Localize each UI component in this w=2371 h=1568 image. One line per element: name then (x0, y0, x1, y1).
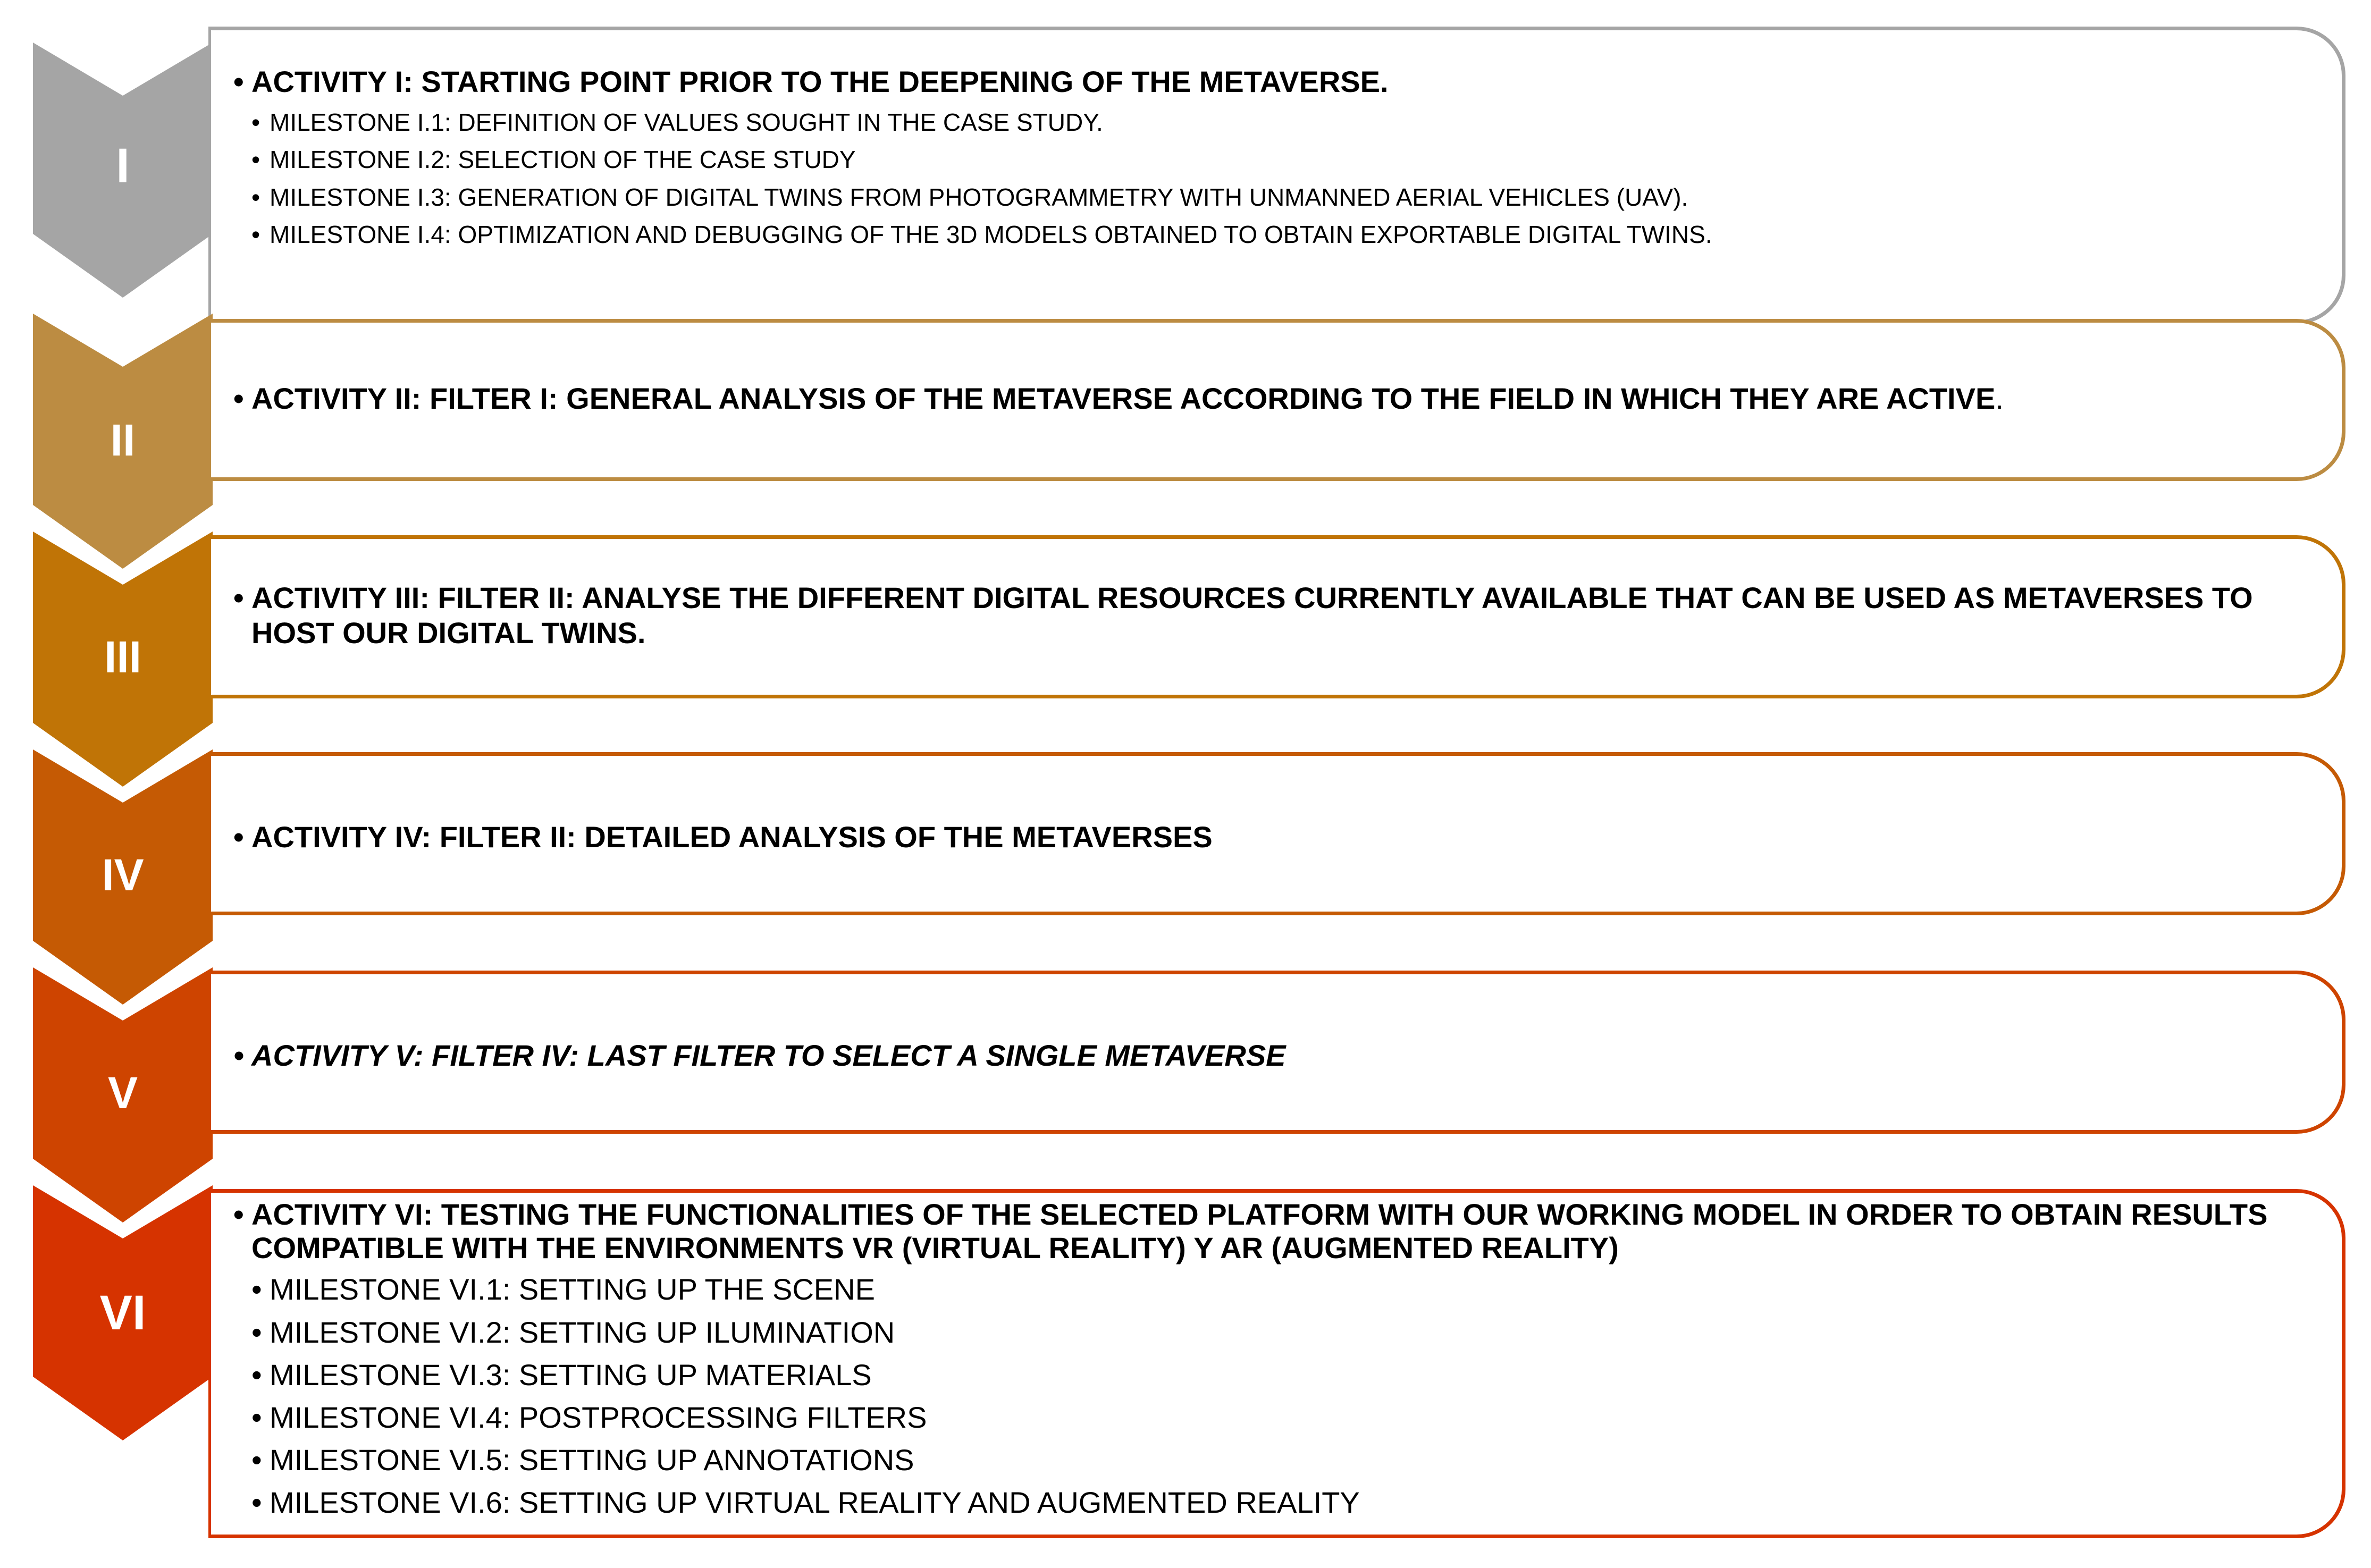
step-2-activity-text: ACTIVITY II: FILTER I: GENERAL ANALYSIS OF THE METAVERSE ACCORDING TO THE FIELD IN WHICH THEY ARE ACTIVE (251, 382, 1996, 415)
step-2-activity-tail: . (1995, 382, 2004, 415)
step-1-activity: • ACTIVITY I: STARTING POINT PRIOR TO THE DEEPENING OF THE METAVERSE. (233, 64, 2310, 99)
step-4-activity: • ACTIVITY IV: FILTER II: DETAILED ANALYSIS OF THE METAVERSES (233, 820, 2310, 855)
milestone-6-3: • MILESTONE VI.3: SETTING UP MATERIALS (251, 1358, 2310, 1393)
step-4-numeral: IV (102, 850, 144, 900)
step-6-activity: • ACTIVITY VI: TESTING THE FUNCTIONALITIES OF THE SELECTED PLATFORM WITH OUR WORKING MODEL IN ORDER TO OBTAIN RESULTS COMPATIBLE WITH THE ENVIRONMENTS VR (VIRTUAL REALITY) Y AR (AUGMENTED REALITY) (233, 1198, 2310, 1264)
step-4-box (208, 752, 2345, 915)
milestone-1-2: • MILESTONE I.2: SELECTION OF THE CASE STUDY (251, 145, 2310, 174)
step-2-activity (233, 381, 2310, 416)
step-1-box (208, 27, 2345, 324)
milestone-6-2: • MILESTONE VI.2: SETTING UP ILUMINATION (251, 1315, 2310, 1350)
step-2-box (208, 319, 2345, 481)
step-5-box (208, 971, 2345, 1134)
milestone-1-4: • MILESTONE I.4: OPTIMIZATION AND DEBUGGING OF THE 3D MODELS OBTAINED TO OBTAIN EXPORTABLE DIGITAL TWINS. (251, 220, 2310, 249)
milestone-1-3: • MILESTONE I.3: GENERATION OF DIGITAL TWINS FROM PHOTOGRAMMETRY WITH UNMANNED AERIAL VEHICLES (UAV). (251, 183, 2310, 212)
milestone-6-6: • MILESTONE VI.6: SETTING UP VIRTUAL REALITY AND AUGMENTED REALITY (251, 1485, 2310, 1520)
step-3-activity: • ACTIVITY III: FILTER II: ANALYSE THE DIFFERENT DIGITAL RESOURCES CURRENTLY AVAILABLE THAT CAN BE USED AS METAVERSES TO HOST OUR DIGITAL TWINS. (233, 580, 2310, 651)
step-5-numeral: V (107, 1068, 138, 1118)
step-1-numeral: I (116, 139, 130, 193)
milestone-6-5: • MILESTONE VI.5: SETTING UP ANNOTATIONS (251, 1443, 2310, 1478)
step-6-numeral: VI (99, 1286, 146, 1340)
step-5-activity: • ACTIVITY V: FILTER IV: LAST FILTER TO SELECT A SINGLE METAVERSE (233, 1038, 2310, 1073)
milestone-6-4: • MILESTONE VI.4: POSTPROCESSING FILTERS (251, 1400, 2310, 1435)
step-2-numeral: II (110, 415, 136, 465)
step-3-numeral: III (104, 632, 141, 682)
step-3-box (208, 535, 2345, 698)
step-6-box (208, 1189, 2345, 1538)
milestone-6-1: • MILESTONE VI.1: SETTING UP THE SCENE (251, 1272, 2310, 1307)
milestone-1-1: • MILESTONE I.1: DEFINITION OF VALUES SOUGHT IN THE CASE STUDY. (251, 108, 2310, 137)
